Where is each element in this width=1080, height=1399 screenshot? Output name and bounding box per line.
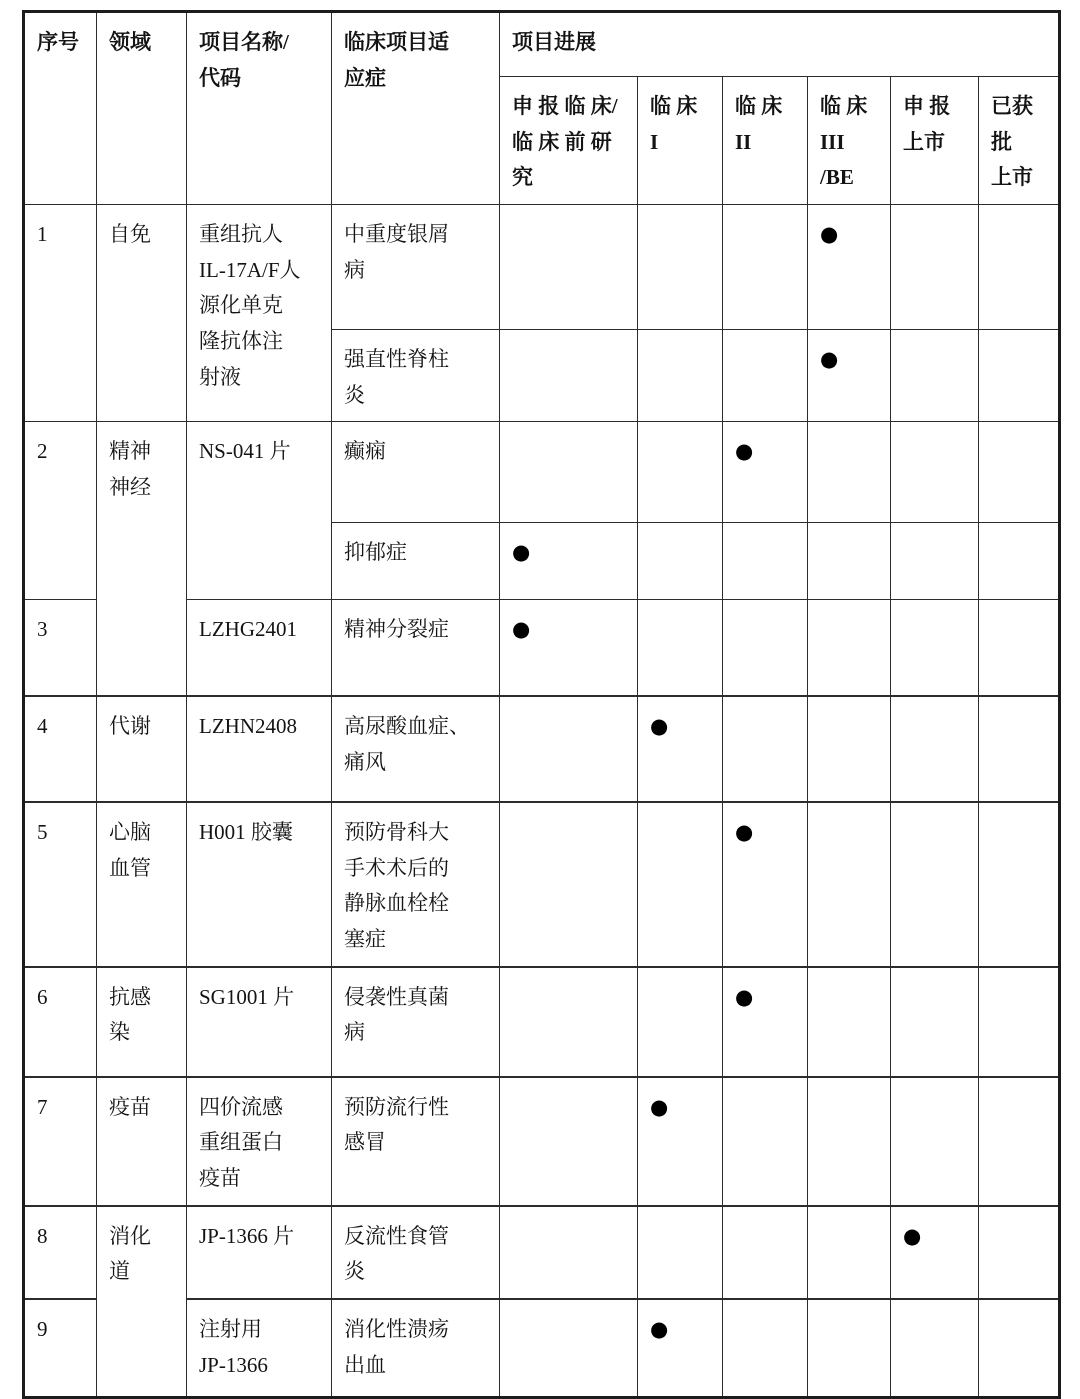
field-cell: 消化 道 [97,1206,187,1397]
header-progress: 项目进展 [500,12,1060,77]
row-number-cell: 1 [24,205,97,422]
header-stage-approved: 已获批 上市 [979,77,1060,205]
progress-dot-cell: ● [638,1077,723,1206]
progress-cell [638,967,723,1077]
row-number-cell: 6 [24,967,97,1077]
progress-cell [808,967,891,1077]
project-cell: 注射用 JP-1366 [187,1299,332,1397]
indication-cell: 预防流行性 感冒 [332,1077,500,1206]
progress-cell [808,523,891,600]
indication-cell: 高尿酸血症、 痛风 [332,696,500,802]
header-project-name: 项目名称/ 代码 [187,12,332,205]
progress-cell [808,1077,891,1206]
progress-cell [723,205,808,330]
row-number-cell: 5 [24,802,97,967]
project-cell: 重组抗人 IL-17A/F人 源化单克 隆抗体注 射液 [187,205,332,422]
progress-cell [723,523,808,600]
field-cell: 代谢 [97,696,187,802]
progress-cell [979,967,1060,1077]
progress-dot-cell: ● [891,1206,979,1299]
progress-cell [891,205,979,330]
progress-cell [808,600,891,696]
pipeline-table [22,10,1061,1399]
project-cell: NS-041 片 [187,422,332,600]
progress-cell [638,205,723,330]
row-number-cell: 8 [24,1206,97,1299]
indication-cell: 抑郁症 [332,523,500,600]
progress-cell [891,1077,979,1206]
row-number-cell: 9 [24,1299,97,1397]
progress-cell [723,600,808,696]
project-cell: 四价流感 重组蛋白 疫苗 [187,1077,332,1206]
indication-cell: 强直性脊柱 炎 [332,330,500,422]
field-cell: 精神 神经 [97,422,187,696]
row-number-cell: 4 [24,696,97,802]
progress-cell [723,1206,808,1299]
progress-cell [638,802,723,967]
progress-cell [500,802,638,967]
progress-dot-cell: ● [500,523,638,600]
indication-cell: 侵袭性真菌 病 [332,967,500,1077]
indication-cell: 反流性食管 炎 [332,1206,500,1299]
progress-cell [979,1206,1060,1299]
header-stage-phase2: 临 床 II [723,77,808,205]
progress-cell [979,523,1060,600]
progress-cell [891,600,979,696]
progress-cell [723,696,808,802]
progress-cell [500,1206,638,1299]
project-cell: LZHG2401 [187,600,332,696]
progress-cell [808,1299,891,1397]
progress-cell [638,523,723,600]
progress-cell [638,422,723,523]
progress-cell [891,422,979,523]
progress-cell [723,1299,808,1397]
row-number-cell: 3 [24,600,97,696]
progress-cell [500,1299,638,1397]
progress-cell [723,330,808,422]
field-cell: 自免 [97,205,187,422]
header-stage-phase3-be: 临 床 III /BE [808,77,891,205]
header-stage-nda: 申 报 上市 [891,77,979,205]
progress-cell [638,600,723,696]
progress-cell [500,967,638,1077]
header-stage-phase1: 临 床 I [638,77,723,205]
field-cell: 抗感 染 [97,967,187,1077]
project-cell: H001 胶囊 [187,802,332,967]
progress-dot-cell: ● [500,600,638,696]
progress-cell [808,696,891,802]
progress-cell [979,696,1060,802]
progress-cell [500,1077,638,1206]
progress-cell [891,523,979,600]
progress-cell [808,802,891,967]
progress-cell [808,1206,891,1299]
progress-cell [891,1299,979,1397]
field-cell: 心脑 血管 [97,802,187,967]
progress-cell [979,600,1060,696]
progress-dot-cell: ● [638,696,723,802]
progress-dot-cell: ● [723,802,808,967]
progress-dot-cell: ● [808,205,891,330]
progress-cell [500,696,638,802]
indication-cell: 中重度银屑 病 [332,205,500,330]
field-cell: 疫苗 [97,1077,187,1206]
indication-cell: 癫痫 [332,422,500,523]
indication-cell: 预防骨科大 手术术后的 静脉血栓栓 塞症 [332,802,500,967]
progress-cell [979,205,1060,330]
progress-cell [638,1206,723,1299]
row-number-cell: 7 [24,1077,97,1206]
progress-dot-cell: ● [723,422,808,523]
progress-cell [500,205,638,330]
header-no: 序号 [24,12,97,205]
progress-cell [891,330,979,422]
progress-cell [979,1299,1060,1397]
progress-cell [979,802,1060,967]
progress-cell [979,330,1060,422]
progress-dot-cell: ● [638,1299,723,1397]
progress-cell [500,330,638,422]
progress-dot-cell: ● [723,967,808,1077]
progress-cell [808,422,891,523]
header-stage-ind-preclinical: 申 报 临 床/ 临 床 前 研 究 [500,77,638,205]
progress-cell [891,967,979,1077]
project-cell: LZHN2408 [187,696,332,802]
project-cell: SG1001 片 [187,967,332,1077]
progress-dot-cell: ● [808,330,891,422]
indication-cell: 精神分裂症 [332,600,500,696]
progress-cell [891,802,979,967]
progress-cell [979,422,1060,523]
header-indication: 临床项目适 应症 [332,12,500,205]
header-field: 领域 [97,12,187,205]
row-number-cell: 2 [24,422,97,600]
progress-cell [979,1077,1060,1206]
progress-cell [723,1077,808,1206]
progress-cell [638,330,723,422]
progress-cell [891,696,979,802]
project-cell: JP-1366 片 [187,1206,332,1299]
indication-cell: 消化性溃疡 出血 [332,1299,500,1397]
progress-cell [500,422,638,523]
